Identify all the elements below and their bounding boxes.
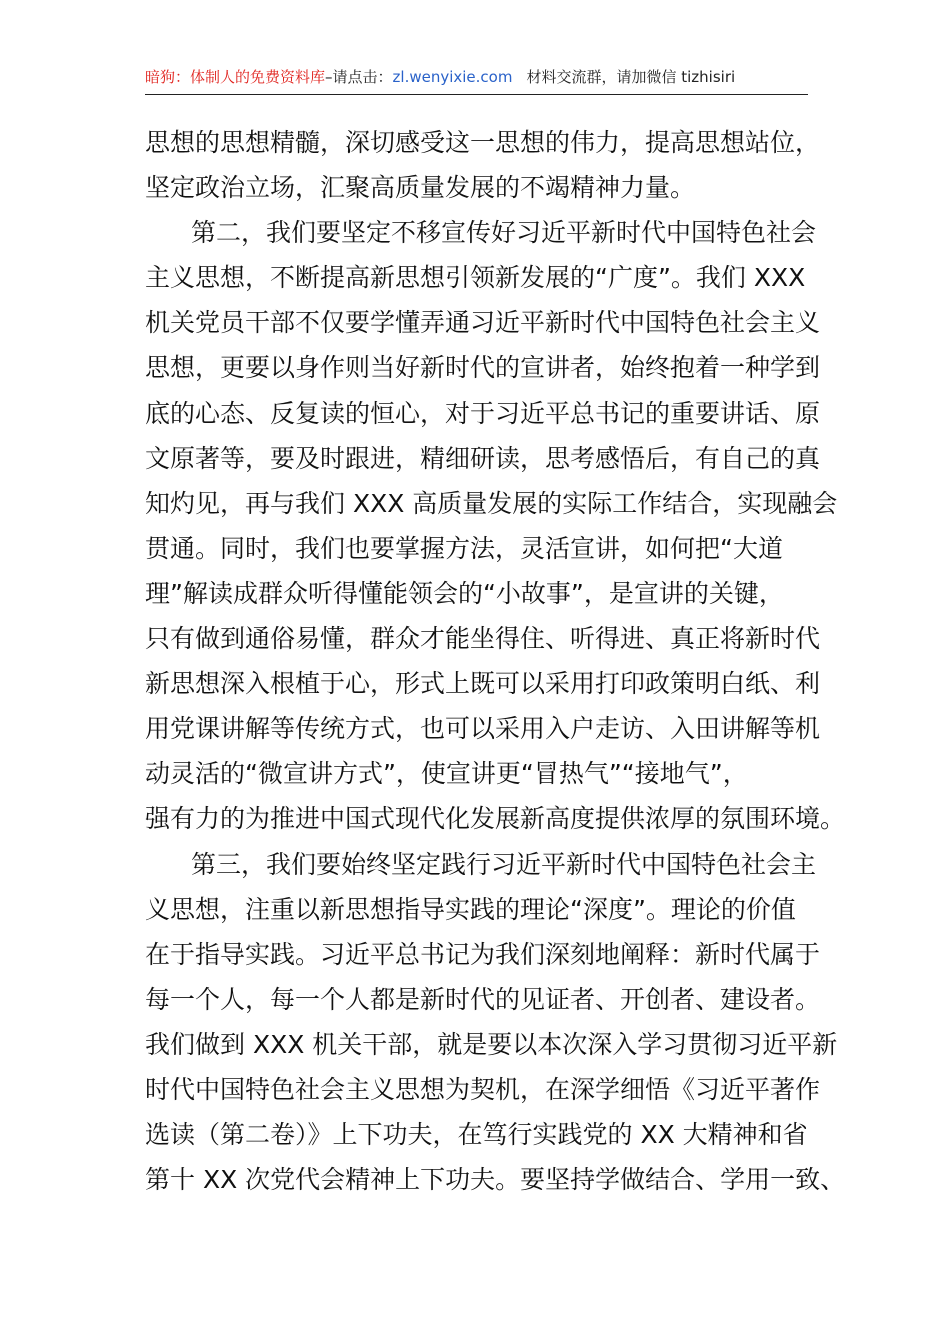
- text-line: 选读（第二卷）》上下功夫，在笃行实践党的 XX 大精神和省: [145, 1120, 808, 1150]
- group-note: 材料交流群，请加微信 tizhisiri: [526, 68, 736, 86]
- text-line: 用党课讲解等传统方式，也可以采用入户走访、入田讲解等机: [145, 714, 821, 744]
- page-header: [145, 60, 808, 95]
- text-line: 每一个人，每一个人都是新时代的见证者、开创者、建设者。: [145, 984, 821, 1014]
- site-name: 暗狗：体制人的免费资料库: [145, 68, 326, 86]
- text-line: 理”解读成群众听得懂能领会的“小故事”，是宣讲的关键，: [145, 578, 784, 608]
- click-prompt: –请点击：: [325, 68, 393, 86]
- text-line: 坚定政治立场，汇聚高质量发展的不竭精神力量。: [145, 173, 696, 203]
- text-line: 机关党员干部不仅要学懂弄通习近平新时代中国特色社会主义: [145, 308, 821, 338]
- text-line: 强有力的为推进中国式现代化发展新高度提供浓厚的氛围环境。: [145, 804, 846, 834]
- text-line: 新思想深入根植于心，形式上既可以采用打印政策明白纸、利: [145, 669, 821, 699]
- text-line: 第十 XX 次党代会精神上下功夫。要坚持学做结合、学用一致、: [145, 1165, 846, 1195]
- text-line: 文原著等，要及时跟进，精细研读，思考感悟后，有自己的真: [145, 443, 821, 473]
- paragraph-start-line: 第二，我们要坚定不移宣传好习近平新时代中国特色社会: [191, 218, 817, 248]
- text-line: 知灼见，再与我们 XXX 高质量发展的实际工作结合，实现融会: [145, 488, 838, 518]
- paragraph-start-line: 第三，我们要始终坚定践行习近平新时代中国特色社会主: [191, 849, 817, 879]
- text-line: 动灵活的“微宣讲方式”，使宣讲更“冒热气”“接地气”，: [145, 759, 748, 789]
- text-line: 义思想，注重以新思想指导实践的理论“深度”。理论的价值: [145, 894, 796, 924]
- text-line: 底的心态、反复读的恒心，对于习近平总书记的重要讲话、原: [145, 398, 821, 428]
- text-line: 主义思想，不断提高新思想引领新发展的“广度”。我们 XXX: [145, 263, 806, 293]
- text-line: 在于指导实践。习近平总书记为我们深刻地阐释：新时代属于: [145, 939, 821, 969]
- text-line: 思想，更要以身作则当好新时代的宣讲者，始终抱着一种学到: [145, 353, 821, 383]
- text-line: 思想的思想精髓，深切感受这一思想的伟力，提高思想站位，: [145, 128, 821, 157]
- document-body: [145, 120, 846, 1202]
- text-line: 贯通。同时，我们也要掌握方法，灵活宣讲，如何把“大道: [145, 533, 783, 563]
- text-line: 我们做到 XXX 机关干部，就是要以本次深入学习贯彻习近平新: [145, 1029, 838, 1059]
- text-line: 时代中国特色社会主义思想为契机，在深学细悟《习近平著作: [145, 1074, 821, 1104]
- text-line: 只有做到通俗易懂，群众才能坐得住、听得进、真正将新时代: [145, 624, 821, 654]
- site-url-link[interactable]: zl.wenyixie.com: [392, 68, 513, 86]
